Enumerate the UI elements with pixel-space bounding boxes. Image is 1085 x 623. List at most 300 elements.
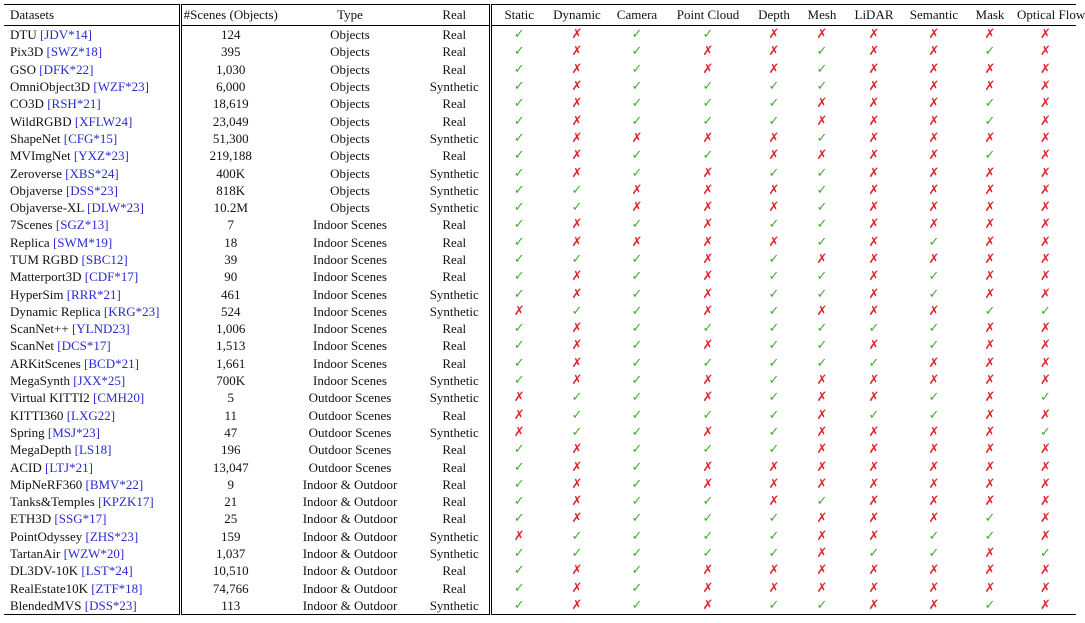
dataset-name: PointOdyssey xyxy=(10,528,83,544)
cross-icon: ✗ xyxy=(984,494,996,510)
real-cell: Real xyxy=(420,43,490,60)
cross-icon: ✗ xyxy=(984,424,996,440)
real-cell: Synthetic xyxy=(420,78,490,95)
check-icon: ✓ xyxy=(816,79,828,95)
table-row xyxy=(4,441,1076,458)
cross-icon: ✗ xyxy=(571,79,583,95)
type-cell: Outdoor Scenes xyxy=(308,390,392,406)
scenes-cell: 6,000 xyxy=(216,79,246,95)
cross-icon: ✗ xyxy=(868,113,880,129)
scenes-cell: 25 xyxy=(224,511,238,527)
check-icon: ✓ xyxy=(571,252,583,267)
cross-icon: ✗ xyxy=(816,476,828,492)
dataset-name: DL3DV-10K xyxy=(10,563,79,579)
check-icon: ✓ xyxy=(631,546,643,562)
check-icon: ✓ xyxy=(702,442,714,458)
type-cell: Objects xyxy=(330,61,370,77)
cross-icon: ✗ xyxy=(513,528,525,544)
dataset-name: ScanNet xyxy=(10,338,55,354)
dataset-citation-link[interactable]: [YXZ*23] xyxy=(73,148,129,164)
check-icon: ✓ xyxy=(768,252,780,267)
scenes-cell: 395 xyxy=(221,44,241,60)
check-icon: ✓ xyxy=(1040,424,1051,440)
type-cell: Objects xyxy=(330,200,370,216)
header-scenes: #Scenes (Objects) xyxy=(180,5,280,26)
check-icon: ✓ xyxy=(868,407,880,423)
cross-icon: ✗ xyxy=(702,182,714,198)
dataset-citation-link[interactable]: [DSS*23] xyxy=(65,182,118,198)
cross-icon: ✗ xyxy=(984,355,996,371)
dataset-cell xyxy=(4,43,180,60)
dataset-name: CO3D xyxy=(10,96,44,112)
check-icon: ✓ xyxy=(702,27,714,43)
dataset-cell xyxy=(4,597,180,615)
cross-icon: ✗ xyxy=(928,217,940,233)
cross-icon: ✗ xyxy=(816,546,828,562)
cross-icon: ✗ xyxy=(1040,96,1051,112)
dataset-name: Zeroverse xyxy=(10,165,62,181)
check-icon: ✓ xyxy=(816,286,828,302)
check-icon: ✓ xyxy=(631,217,643,233)
dataset-citation-link[interactable]: [BMV*22] xyxy=(85,476,144,492)
cross-icon: ✗ xyxy=(1040,130,1051,146)
cross-icon: ✗ xyxy=(868,442,880,458)
cross-icon: ✗ xyxy=(768,494,780,510)
dataset-citation-link[interactable]: [SBC12] xyxy=(81,252,128,267)
cross-icon: ✗ xyxy=(702,286,714,302)
check-icon: ✓ xyxy=(702,355,714,371)
cross-icon: ✗ xyxy=(868,563,880,579)
cross-icon: ✗ xyxy=(816,252,828,267)
cross-icon: ✗ xyxy=(1040,79,1051,95)
cross-icon: ✗ xyxy=(868,96,880,112)
check-icon: ✓ xyxy=(513,355,525,371)
check-icon: ✓ xyxy=(984,44,996,60)
header-point-cloud: Point Cloud xyxy=(667,5,749,26)
type-cell: Indoor & Outdoor xyxy=(302,476,398,492)
check-icon: ✓ xyxy=(768,546,780,562)
table-row xyxy=(4,528,1076,545)
table-row xyxy=(4,372,1076,389)
real-cell: Real xyxy=(420,320,490,337)
cross-icon: ✗ xyxy=(571,321,583,337)
cross-icon: ✗ xyxy=(513,424,525,440)
dataset-citation-link[interactable]: [DFK*22] xyxy=(39,61,94,77)
check-icon: ✓ xyxy=(631,269,643,285)
table-row xyxy=(4,251,1076,268)
cross-icon: ✗ xyxy=(1040,286,1051,302)
check-icon: ✓ xyxy=(868,355,880,371)
dataset-cell xyxy=(4,424,180,441)
cross-icon: ✗ xyxy=(928,130,940,146)
check-icon: ✓ xyxy=(513,165,525,181)
dataset-citation-link[interactable]: [XBS*24] xyxy=(65,165,119,181)
table-row xyxy=(4,510,1076,527)
check-icon: ✓ xyxy=(607,597,667,615)
check-icon: ✓ xyxy=(868,321,880,337)
dataset-cell xyxy=(4,528,180,545)
cross-icon: ✗ xyxy=(928,27,940,43)
cross-icon: ✗ xyxy=(571,130,583,146)
dataset-citation-link[interactable]: [SWZ*18] xyxy=(46,44,103,60)
type-cell: Indoor Scenes xyxy=(312,286,387,302)
cross-icon: ✗ xyxy=(571,511,583,527)
check-icon: ✓ xyxy=(571,182,583,198)
check-icon: ✓ xyxy=(631,511,643,527)
dataset-cell xyxy=(4,493,180,510)
dataset-name: Pix3D xyxy=(10,44,44,60)
check-icon: ✓ xyxy=(513,217,525,233)
check-icon: ✓ xyxy=(768,217,780,233)
scenes-cell: 400K xyxy=(216,165,246,181)
dataset-cell xyxy=(4,545,180,562)
real-cell: Real xyxy=(420,251,490,268)
dataset-name: BlendedMVS xyxy=(10,597,82,613)
cross-icon: ✗ xyxy=(903,597,965,615)
check-icon: ✓ xyxy=(1040,303,1051,319)
cross-icon: ✗ xyxy=(868,528,880,544)
cross-icon: ✗ xyxy=(928,494,940,510)
dataset-citation-link[interactable]: [RSH*21] xyxy=(47,96,101,112)
cross-icon: ✗ xyxy=(1040,27,1051,43)
check-icon: ✓ xyxy=(631,373,643,389)
header-static: Static xyxy=(490,5,547,26)
scenes-cell: 124 xyxy=(221,27,241,43)
scenes-cell: 818K xyxy=(216,182,246,198)
check-icon: ✓ xyxy=(513,269,525,285)
cross-icon: ✗ xyxy=(571,44,583,60)
check-icon: ✓ xyxy=(768,511,780,527)
check-icon: ✓ xyxy=(513,148,525,164)
cross-icon: ✗ xyxy=(928,373,940,389)
cross-icon: ✗ xyxy=(984,61,996,77)
type-cell: Objects xyxy=(330,182,370,198)
dataset-citation-link[interactable]: [SGZ*13] xyxy=(55,217,109,233)
check-icon: ✓ xyxy=(631,252,643,267)
cross-icon: ✗ xyxy=(984,476,996,492)
type-cell: Indoor Scenes xyxy=(312,321,387,337)
real-cell: Synthetic xyxy=(420,372,490,389)
check-icon: ✓ xyxy=(702,511,714,527)
check-icon: ✓ xyxy=(571,200,583,216)
dataset-name: Matterport3D xyxy=(10,269,82,285)
dataset-cell xyxy=(4,164,180,181)
cross-icon: ✗ xyxy=(1040,407,1051,423)
dataset-citation-link[interactable]: [CFG*15] xyxy=(63,130,118,146)
dataset-citation-link[interactable]: [DSS*23] xyxy=(84,597,137,613)
type-cell: Indoor Scenes xyxy=(312,217,387,233)
cross-icon: ✗ xyxy=(816,511,828,527)
dataset-cell xyxy=(4,147,180,164)
cross-icon: ✗ xyxy=(702,44,714,60)
check-icon: ✓ xyxy=(702,546,714,562)
cross-icon: ✗ xyxy=(702,252,714,267)
check-icon: ✓ xyxy=(513,338,525,354)
dataset-name: Spring xyxy=(10,424,45,440)
dataset-citation-link[interactable]: [LST*24] xyxy=(81,563,133,579)
type-cell: Indoor Scenes xyxy=(312,355,387,371)
table-row xyxy=(4,285,1076,302)
dataset-citation-link[interactable]: [XFLW24] xyxy=(74,113,133,129)
cross-icon: ✗ xyxy=(1040,476,1051,492)
real-cell: Synthetic xyxy=(420,389,490,406)
check-icon: ✓ xyxy=(631,494,643,510)
check-icon: ✓ xyxy=(965,597,1015,615)
cross-icon: ✗ xyxy=(1040,148,1051,164)
scenes-cell: 11 xyxy=(224,407,238,423)
cross-icon: ✗ xyxy=(1040,269,1051,285)
dataset-citation-link[interactable]: [LTJ*21] xyxy=(45,459,93,475)
cross-icon: ✗ xyxy=(1040,252,1051,267)
cross-icon: ✗ xyxy=(868,61,880,77)
dataset-name: Dynamic Replica xyxy=(10,303,101,319)
dataset-cell xyxy=(4,182,180,199)
dataset-citation-link[interactable]: [SWM*19] xyxy=(52,234,113,250)
dataset-name: Objaverse-XL xyxy=(10,200,84,216)
dataset-name: MipNeRF360 xyxy=(10,476,83,492)
cross-icon: ✗ xyxy=(571,476,583,492)
check-icon: ✓ xyxy=(768,528,780,544)
real-cell: Synthetic xyxy=(420,528,490,545)
type-cell: Indoor Scenes xyxy=(312,252,387,267)
check-icon: ✓ xyxy=(799,597,845,615)
check-icon: ✓ xyxy=(513,27,525,43)
dataset-name: 7Scenes xyxy=(10,217,53,233)
check-icon: ✓ xyxy=(631,424,643,440)
dataset-citation-link[interactable]: [MSJ*23] xyxy=(47,424,100,440)
table-row xyxy=(4,493,1076,510)
cross-icon: ✗ xyxy=(928,355,940,371)
real-cell: Real xyxy=(420,234,490,251)
scenes-cell: 700K xyxy=(216,373,246,389)
cross-icon: ✗ xyxy=(868,424,880,440)
check-icon: ✓ xyxy=(768,165,780,181)
check-icon: ✓ xyxy=(816,200,828,216)
cross-icon: ✗ xyxy=(1040,182,1051,198)
type-cell: Outdoor Scenes xyxy=(308,424,392,440)
dataset-cell xyxy=(4,303,180,320)
cross-icon: ✗ xyxy=(816,27,828,43)
check-icon: ✓ xyxy=(571,407,583,423)
scenes-cell: 461 xyxy=(221,286,241,302)
cross-icon: ✗ xyxy=(928,563,940,579)
real-cell: Real xyxy=(420,510,490,527)
cross-icon: ✗ xyxy=(571,338,583,354)
real-cell: Synthetic xyxy=(420,164,490,181)
dataset-citation-link[interactable]: [WZW*20] xyxy=(63,546,125,562)
check-icon: ✓ xyxy=(768,321,780,337)
cross-icon: ✗ xyxy=(768,130,780,146)
dataset-citation-link[interactable]: [DLW*23] xyxy=(87,200,144,216)
dataset-citation-link[interactable]: [KPZK17] xyxy=(98,494,154,510)
dataset-cell xyxy=(4,372,180,389)
check-icon: ✓ xyxy=(631,476,643,492)
check-icon: ✓ xyxy=(513,459,525,475)
cross-icon: ✗ xyxy=(984,442,996,458)
cross-icon: ✗ xyxy=(868,494,880,510)
check-icon: ✓ xyxy=(768,303,780,319)
dataset-name: ETH3D xyxy=(10,511,52,527)
check-icon: ✓ xyxy=(928,390,940,406)
dataset-citation-link[interactable]: [CMH20] xyxy=(92,390,145,406)
dataset-citation-link[interactable]: [JDV*14] xyxy=(39,27,92,43)
cross-icon: ✗ xyxy=(928,580,940,596)
cross-icon: ✗ xyxy=(868,148,880,164)
check-icon: ✓ xyxy=(513,476,525,492)
cross-icon: ✗ xyxy=(513,303,525,319)
check-icon: ✓ xyxy=(631,407,643,423)
cross-icon: ✗ xyxy=(571,217,583,233)
cross-icon: ✗ xyxy=(1040,459,1051,475)
table-row xyxy=(4,580,1076,597)
dataset-citation-link[interactable]: [KRG*23] xyxy=(103,303,160,319)
cross-icon: ✗ xyxy=(928,476,940,492)
dataset-citation-link[interactable]: [RRR*21] xyxy=(66,286,121,302)
check-icon: ✓ xyxy=(984,113,996,129)
cross-icon: ✗ xyxy=(816,580,828,596)
cross-icon: ✗ xyxy=(868,303,880,319)
check-icon: ✓ xyxy=(768,338,780,354)
dataset-citation-link[interactable]: [SSG*17] xyxy=(54,511,107,527)
header-depth: Depth xyxy=(749,5,799,26)
check-icon: ✓ xyxy=(513,494,525,510)
real-cell: Real xyxy=(420,95,490,112)
cross-icon: ✗ xyxy=(702,303,714,319)
check-icon: ✓ xyxy=(513,200,525,216)
cross-icon: ✗ xyxy=(571,442,583,458)
cross-icon: ✗ xyxy=(667,597,749,615)
dataset-citation-link[interactable]: [YLND23] xyxy=(71,321,130,337)
cross-icon: ✗ xyxy=(984,580,996,596)
dataset-citation-link[interactable]: [LXG22] xyxy=(66,407,116,423)
check-icon: ✓ xyxy=(768,355,780,371)
cross-icon: ✗ xyxy=(816,459,828,475)
dataset-citation-link[interactable]: [WZF*23] xyxy=(93,79,150,95)
dataset-name: WildRGBD xyxy=(10,113,72,129)
dataset-citation-link[interactable]: [CDF*17] xyxy=(84,269,139,285)
cross-icon: ✗ xyxy=(984,459,996,475)
cross-icon: ✗ xyxy=(984,407,996,423)
check-icon: ✓ xyxy=(928,321,940,337)
cross-icon: ✗ xyxy=(868,44,880,60)
check-icon: ✓ xyxy=(1040,546,1051,562)
table-row xyxy=(4,476,1076,493)
table-row xyxy=(4,26,1076,44)
dataset-cell xyxy=(4,268,180,285)
dataset-citation-link[interactable]: [ZTF*18] xyxy=(91,580,143,596)
scenes-cell: 7 xyxy=(227,217,234,233)
check-icon: ✓ xyxy=(984,303,996,319)
table-row xyxy=(4,182,1076,199)
dataset-citation-link[interactable]: [LS18] xyxy=(74,442,112,458)
check-icon: ✓ xyxy=(513,546,525,562)
cross-icon: ✗ xyxy=(571,494,583,510)
cross-icon: ✗ xyxy=(571,234,583,250)
cross-icon: ✗ xyxy=(984,546,996,562)
check-icon: ✓ xyxy=(702,96,714,112)
dataset-citation-link[interactable]: [JXX*25] xyxy=(73,373,126,389)
dataset-cell xyxy=(4,337,180,354)
cross-icon: ✗ xyxy=(1040,355,1051,371)
check-icon: ✓ xyxy=(768,442,780,458)
cross-icon: ✗ xyxy=(702,61,714,77)
cross-icon: ✗ xyxy=(571,373,583,389)
cross-icon: ✗ xyxy=(1040,494,1051,510)
check-icon: ✓ xyxy=(702,148,714,164)
check-icon: ✓ xyxy=(513,373,525,389)
cross-icon: ✗ xyxy=(1040,113,1051,129)
scenes-cell: 1,513 xyxy=(216,338,246,354)
cross-icon: ✗ xyxy=(702,217,714,233)
dataset-citation-link[interactable]: [BCD*21] xyxy=(84,355,139,371)
cross-icon: ✗ xyxy=(868,182,880,198)
check-icon: ✓ xyxy=(702,528,714,544)
cross-icon: ✗ xyxy=(868,269,880,285)
cross-icon: ✗ xyxy=(868,27,880,43)
cross-icon: ✗ xyxy=(928,511,940,527)
check-icon: ✓ xyxy=(513,130,525,146)
scenes-cell: 9 xyxy=(227,476,234,492)
dataset-citation-link[interactable]: [ZHS*23] xyxy=(85,528,139,544)
cross-icon: ✗ xyxy=(702,269,714,285)
check-icon: ✓ xyxy=(631,44,643,60)
check-icon: ✓ xyxy=(631,148,643,164)
check-icon: ✓ xyxy=(631,27,643,43)
table-row xyxy=(4,389,1076,406)
cross-icon: ✗ xyxy=(1040,511,1051,527)
type-cell: Outdoor Scenes xyxy=(308,407,392,423)
dataset-name: DTU xyxy=(10,27,37,43)
cross-icon: ✗ xyxy=(702,200,714,216)
cross-icon: ✗ xyxy=(984,252,996,267)
cross-icon: ✗ xyxy=(571,148,583,164)
check-icon: ✓ xyxy=(513,563,525,579)
dataset-name: KITTI360 xyxy=(10,407,64,423)
check-icon: ✓ xyxy=(631,459,643,475)
check-icon: ✓ xyxy=(984,511,996,527)
cross-icon: ✗ xyxy=(702,580,714,596)
table-row xyxy=(4,61,1076,78)
type-cell: Objects xyxy=(330,27,370,43)
cross-icon: ✗ xyxy=(1040,165,1051,181)
table-row xyxy=(4,303,1076,320)
cross-icon: ✗ xyxy=(768,44,780,60)
type-cell: Indoor & Outdoor xyxy=(302,528,398,544)
check-icon: ✓ xyxy=(928,546,940,562)
cross-icon: ✗ xyxy=(928,182,940,198)
header-camera: Camera xyxy=(607,5,667,26)
dataset-citation-link[interactable]: [DCS*17] xyxy=(57,338,111,354)
type-cell: Objects xyxy=(330,148,370,164)
cross-icon: ✗ xyxy=(868,373,880,389)
check-icon: ✓ xyxy=(571,528,583,544)
cross-icon: ✗ xyxy=(547,597,607,615)
cross-icon: ✗ xyxy=(702,390,714,406)
check-icon: ✓ xyxy=(702,321,714,337)
cross-icon: ✗ xyxy=(1040,373,1051,389)
check-icon: ✓ xyxy=(816,321,828,337)
cross-icon: ✗ xyxy=(928,252,940,267)
check-icon: ✓ xyxy=(513,113,525,129)
scenes-cell: 1,006 xyxy=(216,321,246,337)
dataset-cell xyxy=(4,441,180,458)
real-cell: Real xyxy=(420,216,490,233)
header-datasets: Datasets xyxy=(4,5,180,26)
check-icon: ✓ xyxy=(490,597,547,615)
dataset-cell xyxy=(4,199,180,216)
cross-icon: ✗ xyxy=(868,286,880,302)
cross-icon: ✗ xyxy=(1040,234,1051,250)
